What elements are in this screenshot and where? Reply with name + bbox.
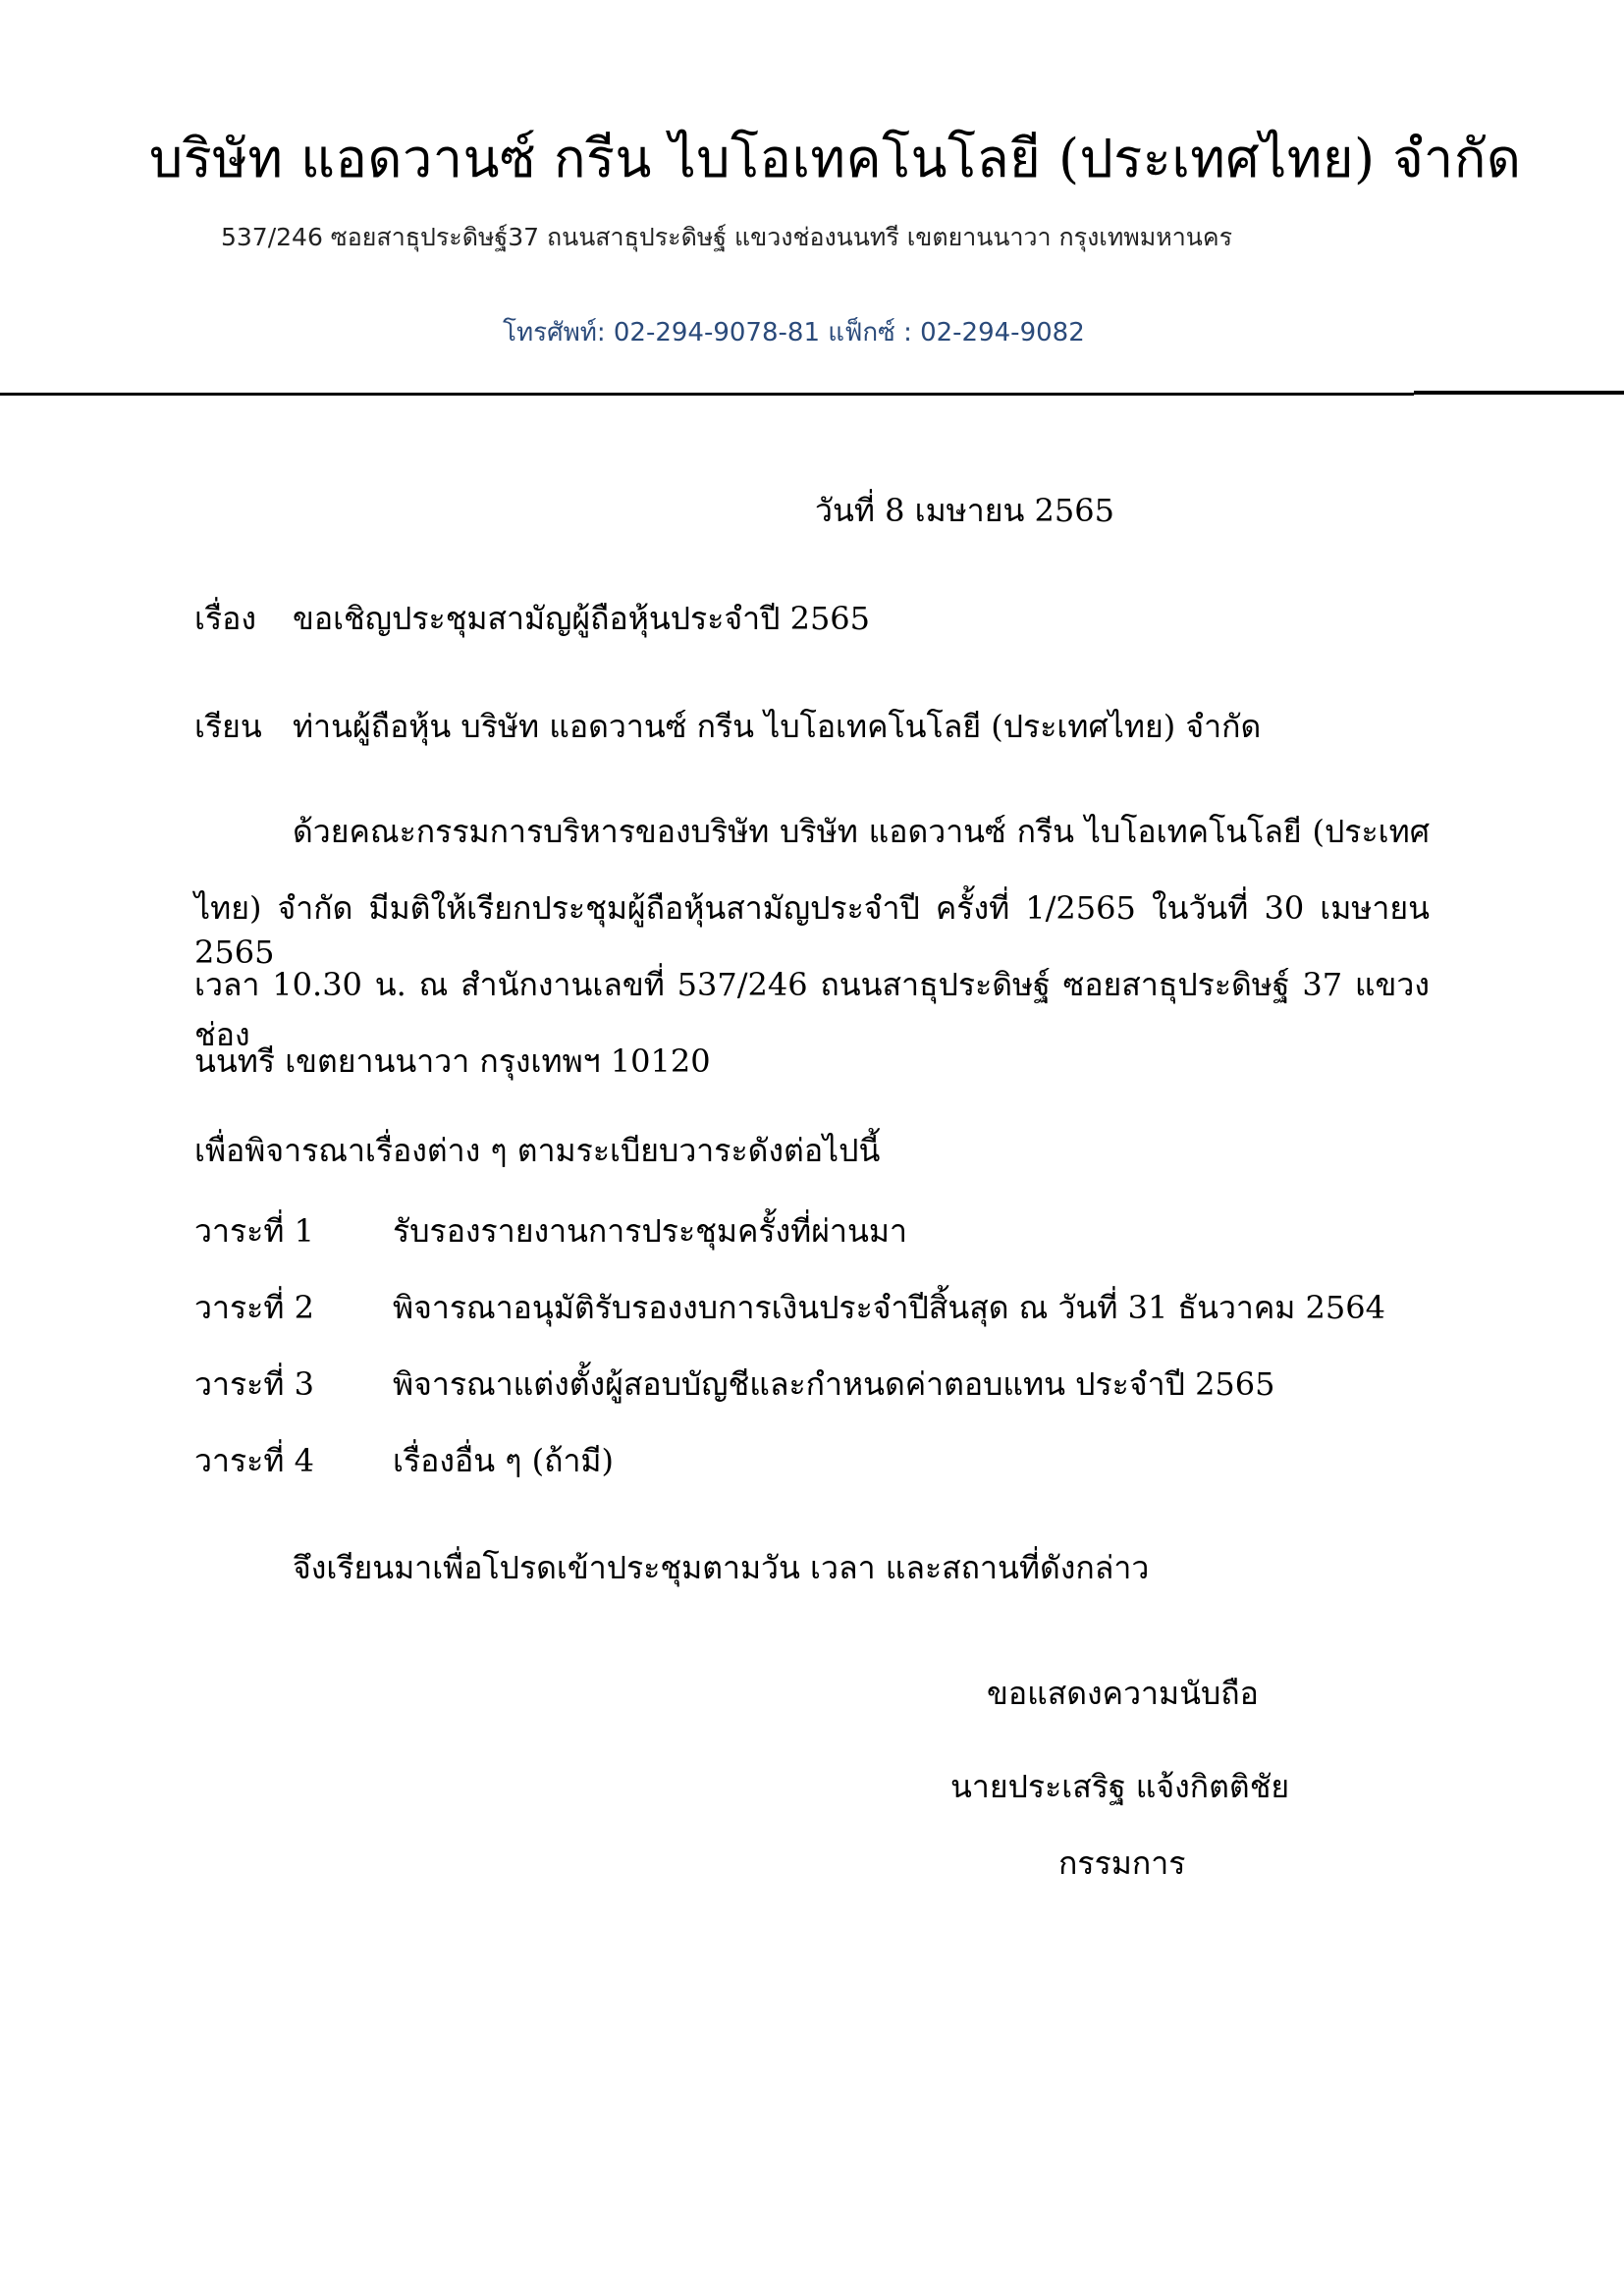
body-paragraph-line: ไทย) จำกัด มีมติให้เรียกประชุมผู้ถือหุ้นสามัญประจำปี ครั้งที่ 1/2565 ในวันที่ 30 เมษายน 2565 xyxy=(194,889,1430,971)
agenda-intro: เพื่อพิจารณาเรื่องต่าง ๆ ตามระเบียบวาระดังต่อไปนี้ xyxy=(194,1132,881,1169)
agenda-item-text: เรื่องอื่น ๆ (ถ้ามี) xyxy=(393,1442,614,1479)
agenda-item-text: พิจารณาอนุมัติรับรองงบการเงินประจำปีสิ้นสุด ณ วันที่ 31 ธันวาคม 2564 xyxy=(393,1289,1385,1326)
company-phone-fax: โทรศัพท์: 02-294-9078-81 แฟ็กซ์ : 02-294-9082 xyxy=(503,318,1085,347)
body-paragraph-line: เวลา 10.30 น. ณ สำนักงานเลขที่ 537/246 ถนนสาธุประดิษฐ์ ซอยสาธุประดิษฐ์ 37 แขวงช่อง xyxy=(194,966,1430,1053)
agenda-item-label: วาระที่ 1 xyxy=(194,1212,314,1250)
company-address: 537/246 ซอยสาธุประดิษฐ์37 ถนนสาธุประดิษฐ์ แขวงช่องนนทรี เขตยานนาวา กรุงเทพมหานคร xyxy=(221,223,1233,251)
signer-name: นายประเสริฐ แจ้งกิตติชัย xyxy=(950,1768,1290,1805)
body-paragraph-line: ด้วยคณะกรรมการบริหารของบริษัท บริษัท แอดวานซ์ กรีน ไบโอเทคโนโลยี (ประเทศ xyxy=(293,813,1431,850)
letterhead-divider xyxy=(0,393,1414,396)
signer-position: กรรมการ xyxy=(1058,1844,1186,1882)
agenda-item-label: วาระที่ 2 xyxy=(194,1289,314,1326)
recipient-label: เรียน xyxy=(194,708,262,745)
closing-sentence: จึงเรียนมาเพื่อโปรดเข้าประชุมตามวัน เวลา และสถานที่ดังกล่าว xyxy=(293,1549,1150,1586)
subject-label: เรื่อง xyxy=(194,600,256,637)
agenda-item-text: พิจารณาแต่งตั้งผู้สอบบัญชีและกำหนดค่าตอบแทน ประจำปี 2565 xyxy=(393,1365,1275,1403)
body-paragraph-line: นนทรี เขตยานนาวา กรุงเทพฯ 10120 xyxy=(194,1042,711,1080)
complimentary-close: ขอแสดงความนับถือ xyxy=(987,1675,1259,1712)
recipient-text: ท่านผู้ถือหุ้น บริษัท แอดวานซ์ กรีน ไบโอเทคโนโลยี (ประเทศไทย) จำกัด xyxy=(293,708,1262,745)
subject-text: ขอเชิญประชุมสามัญผู้ถือหุ้นประจำปี 2565 xyxy=(293,600,871,637)
letterhead-divider-accent xyxy=(1414,391,1624,395)
company-name: บริษัท แอดวานซ์ กรีน ไบโอเทคโนโลยี (ประเทศไทย) จำกัด xyxy=(149,128,1522,189)
agenda-item-label: วาระที่ 3 xyxy=(194,1365,314,1403)
letter-date: วันที่ 8 เมษายน 2565 xyxy=(815,492,1114,529)
agenda-item-label: วาระที่ 4 xyxy=(194,1442,314,1479)
agenda-item-text: รับรองรายงานการประชุมครั้งที่ผ่านมา xyxy=(393,1212,907,1250)
